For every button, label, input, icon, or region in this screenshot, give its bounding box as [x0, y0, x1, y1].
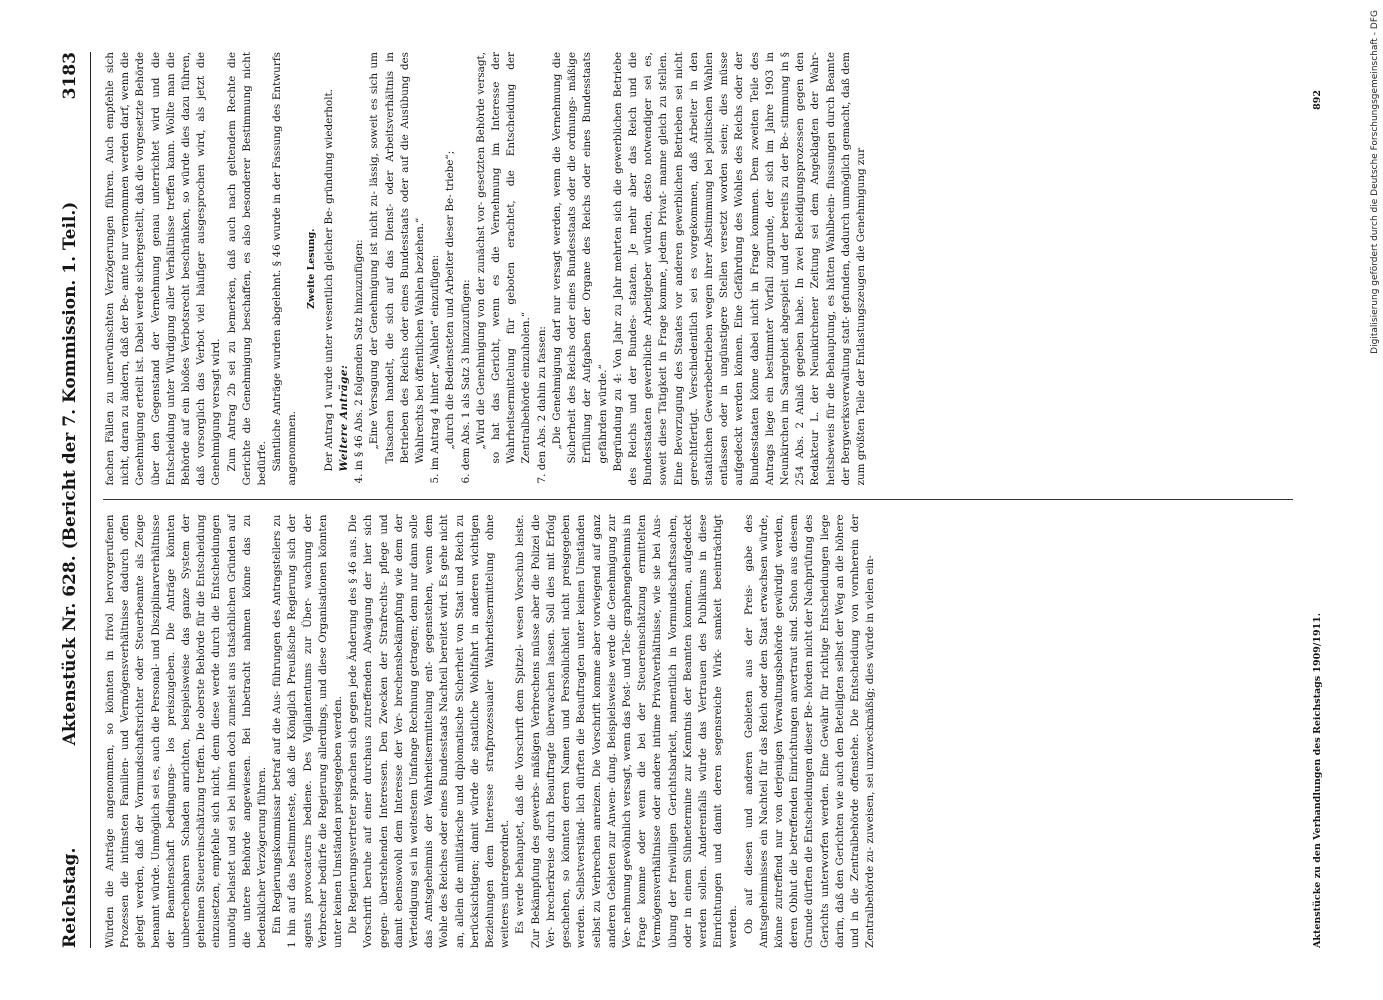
paragraph: Die Regierungsvertreter sprachen sich gegen jede Änderung des § 46 aus. Die Vorschrift beruhe auf einer durchaus zutreffenden Abwägung der hier sich gegen- überstehenden Interessen. Den Zwecken der Strafrechts- pflege und damit ebensowohl dem Interesse der Ver- brechensbekämpfung wie dem der Verteidigung sei in weitestem Umfange Rechnung getragen; denn nur dann solle das Amtsgeheimnis der Wahrheitsermittelung ent- gegenstehen, wenn dem Wohle des Reiches oder eines Bundesstaats Nachteil bereitet wird. Es gehe nicht an, allein die militärische und diplomatische Sicherheit von Staat und Reich zu berücksichtigen; damit würde die staatliche Wohlfahrt in anderen wichtigen Beziehungen dem Interesse strafprozessualer Wahrheitsermittelung ohne weiteres untergeordnet. — [347, 514, 512, 948]
footer-source-note: Aktenstücke zu den Verhandlungen des Reichstags 1909/1911. — [1312, 612, 1323, 948]
margin-note — [1368, 10, 1382, 990]
margin-note-text: Digitalisierung gefördert durch die Deutsche Forschungsgemeinschaft - DFG — [1370, 10, 1380, 354]
paragraph: Ob auf diesen und anderen Gebieten aus der Preis- gabe des Amtsgeheimnisses ein Nachteil für das Reich oder den Staat erwachsen würde, könne zutreffend nur von derjenigen Verwaltungsbehörde gewürdigt werden, deren Obhut die betreffenden Einrichtungen anvertraut sind. Schon aus diesem Grunde dürften die Entscheidungen dieser Be- hörden nicht der Nachprüfung des Gerichts unterworfen werden. Eine Gewähr für richtige Entscheidungen liege darin, daß den Gerichten wie auch den Beteiligten selbst der Weg an die höhere und in die Zentralbehörde offenstehe. Die Entscheidung von vornherein der Zentralbehörde zu- zuweisen, sei unzweckmäßig; dies würde in vielen ein- — [742, 514, 877, 948]
column-divider — [103, 500, 1293, 501]
list-quote: „durch die Bediensteten und Arbeiter dieser Be- triebe“; — [444, 150, 457, 450]
paragraph: fachen Fällen zu unerwünschten Verzögerungen führen. Auch empfehle sich nicht, daran zu ändern, daß der Be- amte nur vernommen werden darf, wenn die Genehmigung erteilt ist. Dabei werde sichergestellt, daß die vorgesetzte Behörde über den Gegenstand der Vernehmung genau unterrichtet wird und die Entscheidung unter Würdigung aller Verhältnisse treffen kann. Wollte man die Behörde auf ein bloßes Verbotsrecht beschränken, so würde dies dazu führen, daß vorsorglich das Verbot viel häufiger ausgesprochen wird, als jetzt die Genehmigung versagt wird. — [104, 52, 223, 486]
footer-sheet-number: 892 — [1312, 90, 1323, 110]
list-quote: „Wird die Genehmigung von der zunächst vor- gesetzten Behörde versagt, so hat das Gericht, wenn es die Vernehmung im Interesse der Wahrheitsermittelung für geboten erachtet, die Entscheidung der Zentralbehörde einzuholen.“ — [474, 52, 533, 464]
column-right — [103, 52, 1293, 486]
list-item: 4. in § 46 Abs. 2 folgenden Satz hinzuzufügen: — [353, 239, 366, 484]
paragraph: Ein Regierungskommissar betraf auf die Aus- führungen des Antragstellers zu 1 hin auf das bestimmteste, daß die Königlich Preußische Regierung sich der agents provocateurs bediene. Des Vigilantentums zur Über- wachung der Verbrecher bedürfe die Regierung allerdings, und diese Organisationen könnten unter keinen Umständen preisgegeben werden. — [271, 514, 345, 948]
list-quote: „Eine Versagung der Genehmigung ist nicht zu- lässig, soweit es sich um Tatsachen handelt, die sich auf das Dienst- oder Arbeitsverhältnis in Betrieben des Reichs oder eines Bundesstaats oder auf die Ausübung des Wahlrechts bei öffentlichen Wahlen beziehen.“ — [368, 52, 427, 464]
page-header — [60, 52, 91, 948]
list-quote: „Die Genehmigung darf nur versagt werden, wenn die Vernehmung die Sicherheit des Reichs oder eines Bundesstaats oder die ordnungs- mäßige Erfüllung der Aufgaben der Organe des Reichs oder eines Bundesstaats gefährden würde.“ — [550, 52, 609, 464]
list-item: 5. im Antrag 4 hinter „Wahlen“ einzufügen: — [429, 254, 442, 484]
column-left — [103, 515, 1293, 949]
subheading: Weitere Anträge: — [338, 364, 351, 472]
paragraph: Zum Antrag 2b sei zu bemerken, daß auch nach geltendem Rechte die Gerichte die Genehmigung beschaffen, es also besonderer Bestimmung nicht bedürfe. — [225, 52, 269, 486]
list-item: 6. dem Abs. 1 als Satz 3 hinzuzufügen: — [459, 279, 472, 484]
paragraph: Würden die Anträge angenommen, so könnten in frivol hervorgerufenen Prozessen die intimsten Familien- und Vermögensverhältnisse dadurch offen gelegt werden, daß der Vormundschaftsrichter oder Steuerbeamte als Zeuge benannt würde. Unmöglich sei es, auch die Personal- und Disziplinarverhältnisse der Beamtenschaft bedingungs- los preiszugeben. Die Anträge könnten unberechenbaren Schaden anrichten, beispielsweise das ganze System der geheimen Steuereinschätzung treffen. Die oberste Behörde für die Entscheidung einzusetzen, empfehle sich nicht, denn diese werde durch die Entscheidungen unnötig belastet und sei bei ihnen doch zumeist aus tatsächlichen Gründen auf die untere Behörde angewiesen. Bei Inbetracht nahmen könne das zu bedenklicher Verzögerung führen. — [104, 514, 269, 948]
paragraph: Sämtliche Anträge wurden abgelehnt. § 46 wurde in der Fassung des Entwurfs angenommen. — [271, 52, 299, 486]
paragraph: Es werde behauptet, daß die Vorschrift dem Spitzel- wesen Vorschub leiste. Zur Bekämpfung des gewerbs- mäßigen Verbrechens müsse aber die Polizei die Ver- brecherkreise durch Beauftragte überwachen lassen. Soll dies mit Erfolg geschehen, so könnten deren Namen und Persönlichkeit nicht preisgegeben werden. Selbstverständ- lich dürften die Beauftragten unter keinen Umständen selbst zu Verbrechen anreizen. Die Vorschrift komme aber vorwiegend auf ganz anderen Gebieten zur Anwen- dung. Beispielsweise werde die Genehmigung zur Ver- nehmung gewöhnlich versagt, wenn das Post- und Tele- graphengeheimnis in Frage komme oder wenn die bei der Steuereinschätzung ermittelten Vermögensverhältnisse oder andere intime Privatverhältnisse, wie sie bei Aus- übung der freiwilligen Gerichtsbarkeit, namentlich in Vormundschaftssachen, oder in einem Sühnetermine zur Kenntnis der Beamten kommen, aufgedeckt werden sollen. Anderenfalls würde das Vertrauen des Publikums in diese Einrichtungen und damit deren segensreiche Wirk- samkeit beeinträchtigt werden. — [514, 514, 740, 948]
header-page-number: 3183 — [60, 52, 80, 100]
paragraph: Der Antrag 1 wurde unter wesentlich gleicher Be- gründung wiederholt. — [322, 89, 335, 472]
header-title: Aktenstück Nr. 628. (Bericht der 7. Kommission. 1. Teil.) — [60, 201, 80, 746]
text-columns — [103, 52, 1293, 948]
list-item: 7. den Abs. 2 dahin zu fassen: — [535, 326, 548, 484]
section-heading: Zweite Lesung. — [305, 228, 317, 309]
header-left: Reichstag. — [60, 847, 80, 948]
paragraph: Begründung zu 4: Von Jahr zu Jahr mehrten sich die gewerblichen Betriebe des Reichs und der Bundes- staaten. Je mehr aber das Reich und die Bundesstaaten gewerbliche Arbeitgeber würden, desto notwendiger sei es, soweit diese Tätigkeit in Frage komme, jedem Privat- manne gleich zu stellen. Eine Bevorzugung des Staates vor anderen gewerblichen Betrieben sei nicht gerechtfertigt. Verschiedentlich sei es vorgekommen, daß Arbeiter in den staatlichen Gewerbebetrieben wegen ihrer Abstimmung bei politischen Wahlen entlassen oder in ungünstigere Stellen versetzt worden seien; dies müsse aufgedeckt werden können. Eine Gefährdung des Wohles des Reichs oder der Bundesstaaten könne dabei nicht in Frage kommen. Dem zweiten Teile des Antrags liege ein bestimmter Vorfall zugrunde, der sich im Jahre 1903 in Neunkirchen im Saargebiet abgespielt und der bereits zu der Be- stimmung in § 254 Abs. 2 Anlaß gegeben habe. In zwei Beleidigungsprozessen gegen den Redakteur L. der Neunkirchener Zeitung sei dem Angeklagten der Wahr- heitsbeweis für die Behauptung, es hätten Wahlbeein- flussungen durch Beamte der Bergwerksverwaltung statt- gefunden, dadurch unmöglich gemacht, daß dem zum größten Teile der Entlastungszeugen die Genehmigung zur — [611, 52, 867, 486]
